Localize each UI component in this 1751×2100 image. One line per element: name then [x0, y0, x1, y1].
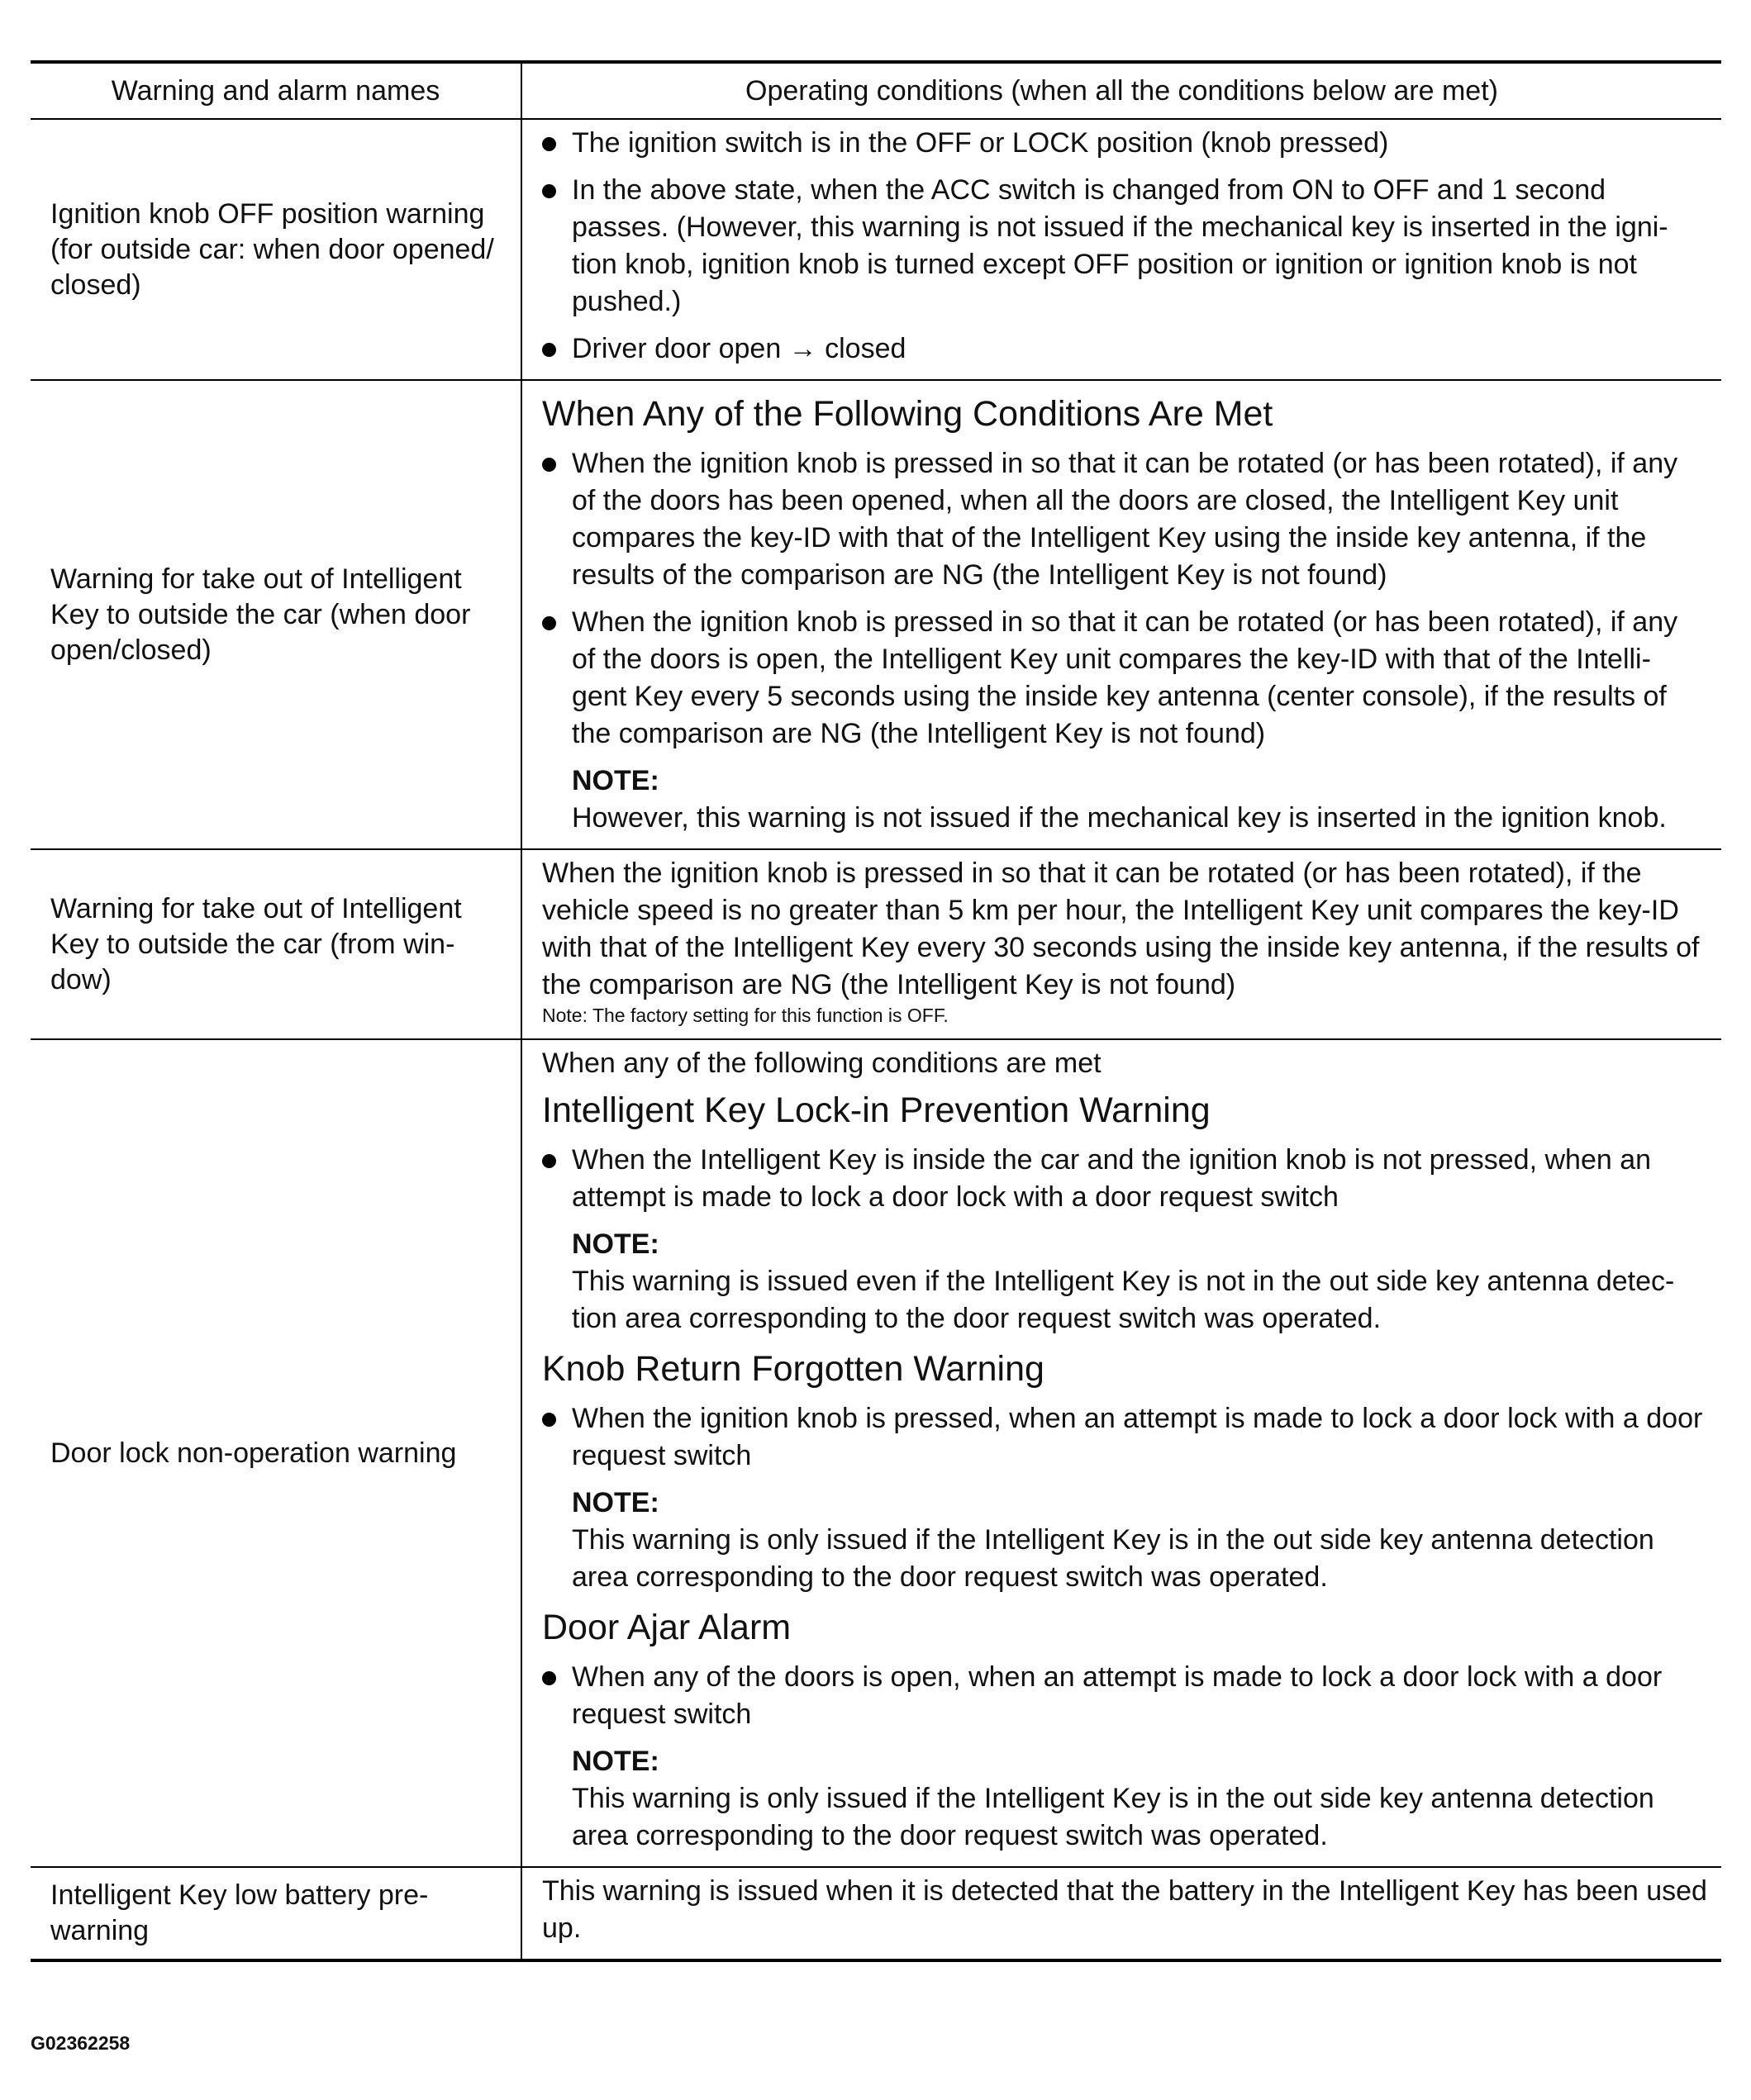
note-block	[542, 763, 1708, 837]
warning-table	[31, 60, 1721, 1962]
bullet-icon	[542, 137, 556, 151]
warning-name: Door lock non-operation warning	[31, 1039, 521, 1867]
header-conditions: Operating conditions (when all the conditions below are met)	[521, 62, 1721, 119]
note-text: However, this warning is not issued if the mechanical key is inserted in the ignition knob.	[572, 802, 1667, 834]
note-label: NOTE:	[572, 1746, 659, 1777]
bullet-item	[542, 1142, 1708, 1216]
warning-name: Ignition knob OFF position warning (for outside car: when door opened/ closed)	[31, 119, 521, 380]
header-row	[31, 62, 1721, 119]
document-sheet	[31, 60, 1721, 1962]
bullet-item	[542, 125, 1708, 162]
bullet-item	[542, 1400, 1708, 1475]
bullet-text: When the ignition knob is pressed, when an attempt is made to lock a door lock with a door request switch	[572, 1403, 1703, 1471]
conditions-cell	[521, 849, 1721, 1039]
note-block	[542, 1743, 1708, 1855]
note-label: NOTE:	[572, 1487, 659, 1518]
bullet-text: When the ignition knob is pressed in so that it can be rotated (or has been rotated), if any of the doors is open, the Intelligent Key unit compares the key-ID with that of the Intelli- gent Key every 5 seconds using the inside key antenna (center console), if the results of the comparison are NG (the Intelligent Key is not found)	[572, 606, 1678, 749]
bullet-text: When any of the doors is open, when an attempt is made to lock a door lock with a door request switch	[572, 1661, 1663, 1730]
figure-code: G02362258	[31, 2032, 131, 2054]
section-heading: Knob Return Forgotten Warning	[542, 1349, 1044, 1389]
header-name: Warning and alarm names	[31, 62, 521, 119]
factory-setting-note: Note: The factory setting for this function is OFF.	[542, 1005, 949, 1026]
bullet-icon	[542, 458, 556, 472]
condition-intro: When any of the following conditions are met	[542, 1048, 1102, 1079]
table-row	[31, 119, 1721, 380]
bullet-item	[542, 172, 1708, 321]
table-row	[31, 1039, 1721, 1867]
conditions-cell	[521, 1867, 1721, 1960]
conditions-cell	[521, 119, 1721, 380]
table-row	[31, 1867, 1721, 1960]
bullet-icon	[542, 1671, 556, 1685]
conditions-cell	[521, 1039, 1721, 1867]
warning-name: Warning for take out of Intelligent Key to outside the car (from win- dow)	[31, 849, 521, 1039]
note-block	[542, 1226, 1708, 1337]
note-text: This warning is only issued if the Intelligent Key is in the out side key antenna detection area corresponding to the door request switch was operated.	[572, 1524, 1654, 1593]
bullet-text: When the ignition knob is pressed in so that it can be rotated (or has been rotated), if any of the doors has been opened, when all the doors are closed, the Intelligent Key unit compares the key-ID with that of the Intelligent Key using the inside key antenna, if the results of the comparison are NG (the Intelligent Key is not found)	[572, 448, 1678, 591]
bullet-icon	[542, 184, 556, 198]
note-label: NOTE:	[572, 765, 659, 796]
bullet-item	[542, 1659, 1708, 1733]
bullet-item	[542, 330, 1708, 368]
bullet-item	[542, 604, 1708, 753]
bullet-text: Driver door open → closed	[572, 333, 906, 364]
bullet-icon	[542, 343, 556, 357]
condition-text: When the ignition knob is pressed in so that it can be rotated (or has been rotated), if the vehicle speed is no greater than 5 km per hour, the Intelligent Key unit compares the key-ID with that of the Intelligent Key every 30 seconds using the inside key antenna, if the results of the comparison are NG (the Intelligent Key is not found)	[542, 858, 1700, 1000]
bullet-icon	[542, 1154, 556, 1168]
bullet-text: The ignition switch is in the OFF or LOCK position (knob pressed)	[572, 127, 1389, 159]
note-text: This warning is only issued if the Intelligent Key is in the out side key antenna detection area corresponding to the door request switch was operated.	[572, 1783, 1654, 1851]
section-heading: When Any of the Following Conditions Are Met	[542, 394, 1273, 434]
warning-name: Intelligent Key low battery pre- warning	[31, 1867, 521, 1960]
note-block	[542, 1485, 1708, 1596]
bullet-item	[542, 445, 1708, 594]
bullet-icon	[542, 1413, 556, 1427]
condition-text: This warning is issued when it is detected that the battery in the Intelligent Key has been used up.	[542, 1875, 1707, 1944]
bullet-text: When the Intelligent Key is inside the car and the ignition knob is not pressed, when an attempt is made to lock a door lock with a door request switch	[572, 1144, 1652, 1213]
section-heading: Intelligent Key Lock-in Prevention Warning	[542, 1090, 1211, 1130]
note-text: This warning is issued even if the Intelligent Key is not in the out side key antenna detec- tion area corresponding to the door request switch was operated.	[572, 1266, 1675, 1334]
bullet-text: In the above state, when the ACC switch is changed from ON to OFF and 1 second passes. (However, this warning is not issued if the mechanical key is inserted in the igni- tion knob, ignition knob is turned except OFF position or ignition or ignition knob is not pushed.)	[572, 174, 1668, 317]
conditions-cell	[521, 380, 1721, 849]
warning-name: Warning for take out of Intelligent Key to outside the car (when door open/closed)	[31, 380, 521, 849]
bullet-icon	[542, 616, 556, 630]
section-heading: Door Ajar Alarm	[542, 1608, 792, 1647]
table-row	[31, 380, 1721, 849]
note-label: NOTE:	[572, 1228, 659, 1260]
table-row	[31, 849, 1721, 1039]
